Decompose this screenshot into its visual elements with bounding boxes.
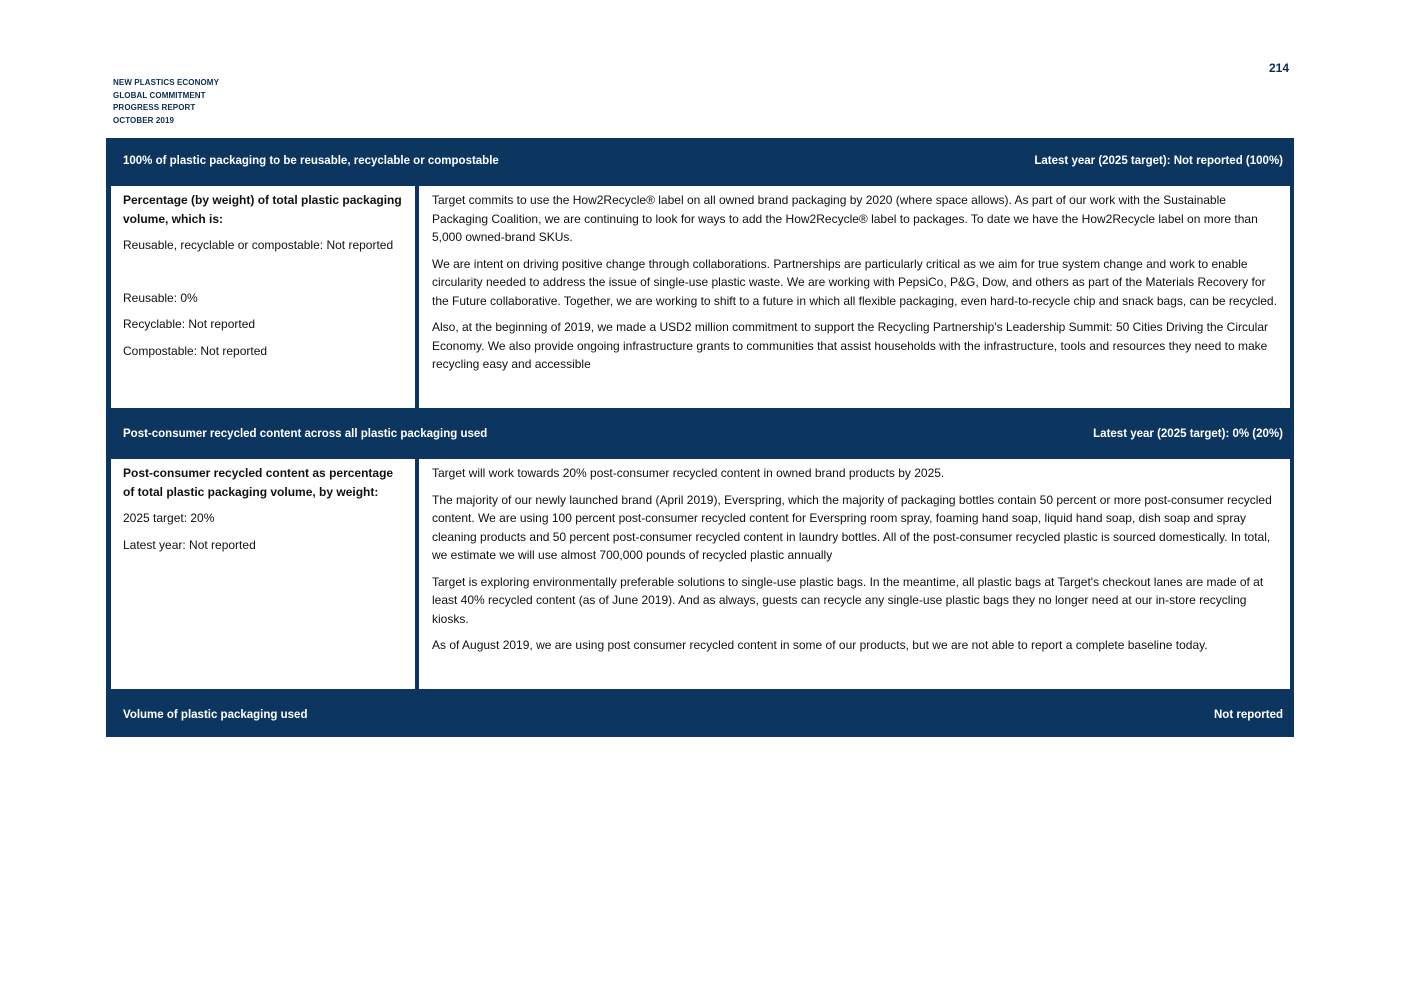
section-body-recycled-content (106, 456, 1294, 692)
narrative-cell (419, 459, 1290, 689)
document-header (113, 77, 219, 127)
metric-value: 2025 target: 20% (123, 511, 215, 525)
header-line: NEW PLASTICS ECONOMY (113, 78, 220, 87)
narrative-paragraph: As of August 2019, we are using post consumer recycled content in some of our products, but we are not able to report a complete baseline today. (432, 638, 1208, 652)
metric-cell (111, 186, 415, 408)
metric-value: Latest year: Not reported (123, 537, 256, 552)
section-title: Volume of plastic packaging used (123, 708, 308, 721)
metric-value: Reusable: 0% (123, 290, 198, 305)
commitment-table (106, 138, 1294, 737)
header-line: PROGRESS REPORT (113, 103, 196, 112)
metric-heading: Post-consumer recycled content as percentage of total plastic packaging volume, by weight: (123, 466, 394, 499)
narrative-paragraph: The majority of our newly launched brand (April 2019), Everspring, which the majority of packaging bottles contain 50 percent or more post-consumer recycled content. We are using 100 percent post-consumer recycled content for Everspring room spray, foaming hand soap, liquid hand soap, dish soap and spray cleaning products and 50 percent post-consumer recycled content in laundry bottles. All of the post-consumer recycled plastic is sourced domestically. In total, we estimate we will use almost 700,000 pounds of recycled plastic annually (432, 492, 1272, 562)
narrative-paragraph: Target commits to use the How2Recycle® label on all owned brand packaging by 2020 (where space allows). As part of our work with the Sustainable Packaging Coalition, we are continuing to look for ways to add the How2Recycle® label to packages. To date we have the How2Recycle label on more than 5,000 owned-brand SKUs. (432, 193, 1258, 244)
metric-value: Recyclable: Not reported (123, 317, 256, 331)
header-line: OCTOBER 2019 (113, 115, 175, 125)
metric-value: Reusable, recyclable or compostable: Not reported (123, 238, 394, 252)
metric-heading: Percentage (by weight) of total plastic packaging volume, which is: (123, 193, 402, 226)
section-body-reusable (106, 183, 1294, 411)
section-status: Latest year (2025 target): Not reported (100%) (1034, 154, 1283, 167)
section-status: Latest year (2025 target): 0% (20%) (1093, 427, 1283, 440)
narrative-paragraph: Also, at the beginning of 2019, we made a USD2 million commitment to support the Recycling Partnership's Leadership Summit: 50 Cities Driving the Circular Economy. We also provide ongoing infrastructure grants to communities that assist households with the infrastructure, tools and resources they need to make recycling easy and accessible (432, 320, 1269, 371)
metric-value: Compostable: Not reported (123, 343, 268, 358)
section-header-reusable (106, 138, 1294, 183)
section-header-volume (106, 692, 1294, 737)
section-status: Not reported (1214, 708, 1283, 721)
header-line: GLOBAL COMMITMENT (113, 90, 206, 100)
page-number: 214 (1268, 61, 1289, 75)
section-title: Post-consumer recycled content across all plastic packaging used (123, 427, 488, 440)
narrative-cell (419, 186, 1290, 408)
narrative-paragraph: We are intent on driving positive change through collaborations. Partnerships are particularly critical as we aim for true system change and work to enable circularity needed to address the issue of single-use plastic waste. We are working with PepsiCo, P&G, Dow, and others as part of the Materials Recovery for the Future collaborative. Together, we are working to shift to a future in which all flexible packaging, even hard-to-recycle chip and snack bags, can be recycled. (432, 256, 1277, 308)
narrative-paragraph: Target is exploring environmentally preferable solutions to single-use plastic bags. In the meantime, all plastic bags at Target's checkout lanes are made of at least 40% recycled content (as of June 2019). And as always, guests can recycle any single-use plastic bags they no longer need at our in-store recycling kiosks. (432, 574, 1264, 626)
section-header-recycled-content (106, 411, 1294, 456)
section-title: 100% of plastic packaging to be reusable, recyclable or compostable (123, 154, 499, 167)
narrative-paragraph: Target will work towards 20% post-consumer recycled content in owned brand products by 2025. (432, 466, 945, 480)
metric-cell (111, 459, 415, 689)
